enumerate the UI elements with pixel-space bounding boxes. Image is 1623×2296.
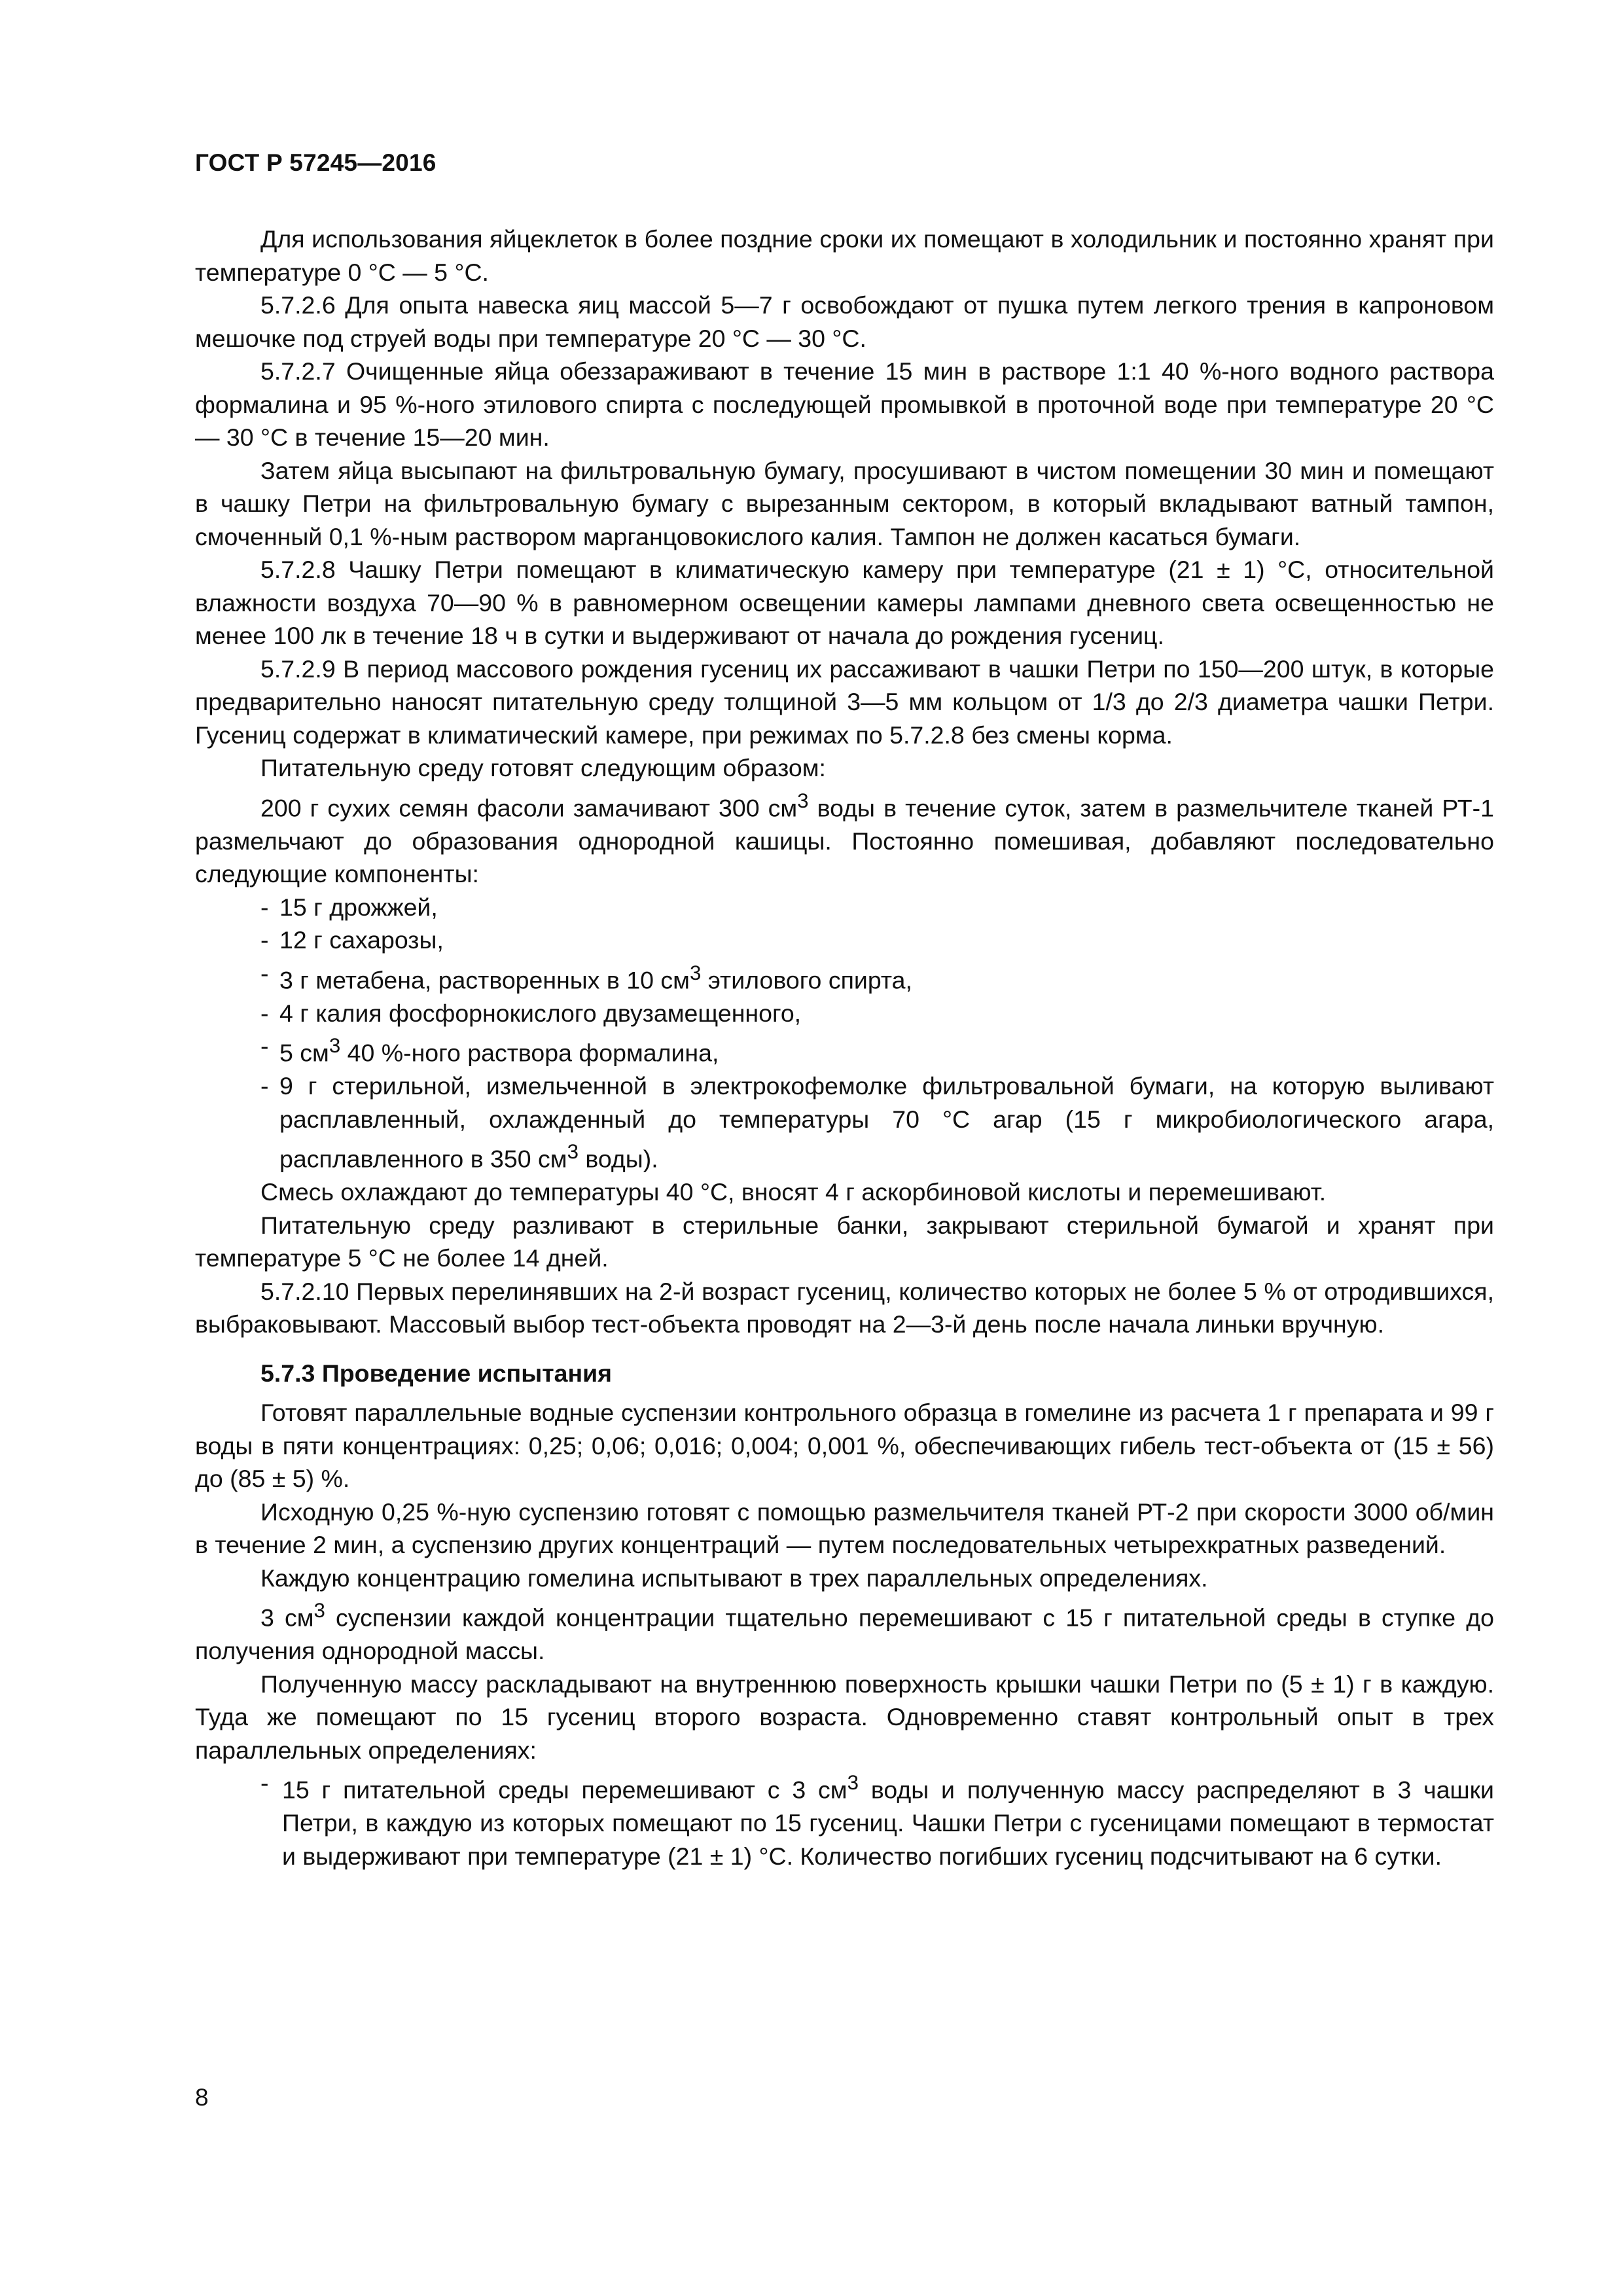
paragraph: Готовят параллельные водные суспензии контрольного образца в гомелине из расчета 1 г препарата и 99 г воды в пяти концентрациях: 0,25; 0,06; 0,016; 0,004; 0,001 %, обеспечивающих гибель тест-объекта от (15 ± 56) до (85 ± 5) %.	[195, 1399, 1494, 1492]
list-item: - 15 г дрожжей,	[260, 893, 438, 921]
clause-5-7-2-7: 5.7.2.7 Очищенные яйца обеззараживают в течение 15 мин в растворе 1:1 40 %-ного водного раствора формалина и 95 %-ного этилового спирта с последующей промывкой в проточной воде при температуре 20 °С — 30 °С в течение 15—20 мин.	[195, 357, 1494, 451]
list-item: - 4 г калия фосфорнокислого двузамещенного,	[260, 999, 802, 1027]
list-item: - 9 г стерильной, измельченной в электрокофемолке фильтровальной бумаги, на которую выливают расплавленный, охлажденный до температуры 70 °С агар (15 г микробиологического агара, расплавленного в 350 $см^3$ воды).	[260, 1072, 1494, 1173]
list-item: - 5 $см^3$ 40 %-ного раствора формалина,	[260, 1032, 719, 1067]
control-list	[195, 1767, 1494, 1873]
document-body	[195, 223, 1494, 1873]
clause-5-7-2-8: 5.7.2.8 Чашку Петри помещают в климатическую камеру при температуре (21 ± 1) °С, относительной влажности воздуха 70—90 % в равномерном освещении камеры лампами дневного света освещенностью не менее 100 лк в течение 18 ч в сутки и выдерживают от начала до рождения гусениц.	[195, 556, 1494, 649]
paragraph: Полученную массу раскладывают на внутреннюю поверхность крышки чашки Петри по (5 ± 1) г в каждую. Туда же помещают по 15 гусениц второго возраста. Одновременно ставят контрольный опыт в трех параллельных определениях:	[195, 1670, 1494, 1764]
section-heading: 5.7.3 Проведение испытания	[260, 1359, 613, 1387]
paragraph: Питательную среду разливают в стерильные банки, закрывают стерильной бумагой и хранят при температуре 5 °С не более 14 дней.	[195, 1211, 1494, 1272]
list-item: - 3 г метабена, растворенных в 10 $см^3$ этилового спирта,	[260, 959, 912, 994]
paragraph: Исходную 0,25 %-ную суспензию готовят с помощью размельчителя тканей РТ-2 при скорости 3000 об/мин в течение 2 мин, а суспензию других концентраций — путем последовательных четырехкратных разведений.	[195, 1498, 1494, 1558]
list-item: - 15 г питательной среды перемешивают с 3 $см^3$ воды и полученную массу распределяют в 3 чашки Петри, в каждую из которых помещают по 15 гусениц. Чашки Петри с гусеницами помещают в термостат и выдерживают при температуре (21 ± 1) °С. Количество погибших гусениц подсчитывают на 6 сутки.	[260, 1769, 1494, 1870]
suspension-paragraph: 3 $см^3$ суспензии каждой концентрации тщательно перемешивают с 15 г питательной среды в ступке до получения однородной массы.	[195, 1599, 1494, 1664]
paragraph: Каждую концентрацию гомелина испытывают в трех параллельных определениях.	[260, 1564, 1208, 1592]
clause-5-7-2-10: 5.7.2.10 Первых перелинявших на 2-й возраст гусениц, количество которых не более 5 % от отродившихся, выбраковывают. Массовый выбор тест-объекта проводят на 2—3-й день после начала линьки вручную.	[195, 1277, 1494, 1338]
nutrient-intro-paragraph: 200 г сухих семян фасоли замачивают 300 $см^3$ воды в течение суток, затем в размельчителе тканей РТ-1 размельчают до образования однородной кашицы. Постоянно помешивая, добавляют последовательно следующие компоненты:	[195, 789, 1494, 888]
paragraph: Затем яйца высыпают на фильтровальную бумагу, просушивают в чистом помещении 30 мин и помещают в чашку Петри на фильтровальную бумагу с вырезанным сектором, в который вкладывают ватный тампон, смоченный 0,1 %-ным раствором марганцовокислого калия. Тампон не должен касаться бумаги.	[195, 456, 1494, 550]
page-number: 8	[195, 2084, 209, 2111]
paragraph: Для использования яйцеклеток в более поздние сроки их помещают в холодильник и постоянно хранят при температуре 0 °С — 5 °С.	[195, 225, 1494, 286]
clause-5-7-2-9: 5.7.2.9 В период массового рождения гусениц их рассаживают в чашки Петри по 150—200 штук, в которые предварительно наносят питательную среду толщиной 3—5 мм кольцом от 1/3 до 2/3 диаметра чашки Петри. Гусениц содержат в климатический камере, при режимах по 5.7.2.8 без смены корма.	[195, 655, 1494, 749]
paragraph: Питательную среду готовят следующим образом:	[260, 754, 826, 781]
list-item: - 12 г сахарозы,	[260, 926, 444, 954]
document-header: ГОСТ Р 57245—2016	[195, 149, 437, 176]
components-list	[195, 891, 1494, 1176]
clause-5-7-2-6: 5.7.2.6 Для опыта навеска яиц массой 5—7 г освобождают от пушка путем легкого трения в капроновом мешочке под струей воды при температуре 20 °С — 30 °С.	[195, 291, 1494, 352]
paragraph: Смесь охлаждают до температуры 40 °С, вносят 4 г аскорбиновой кислоты и перемешивают.	[260, 1178, 1327, 1206]
